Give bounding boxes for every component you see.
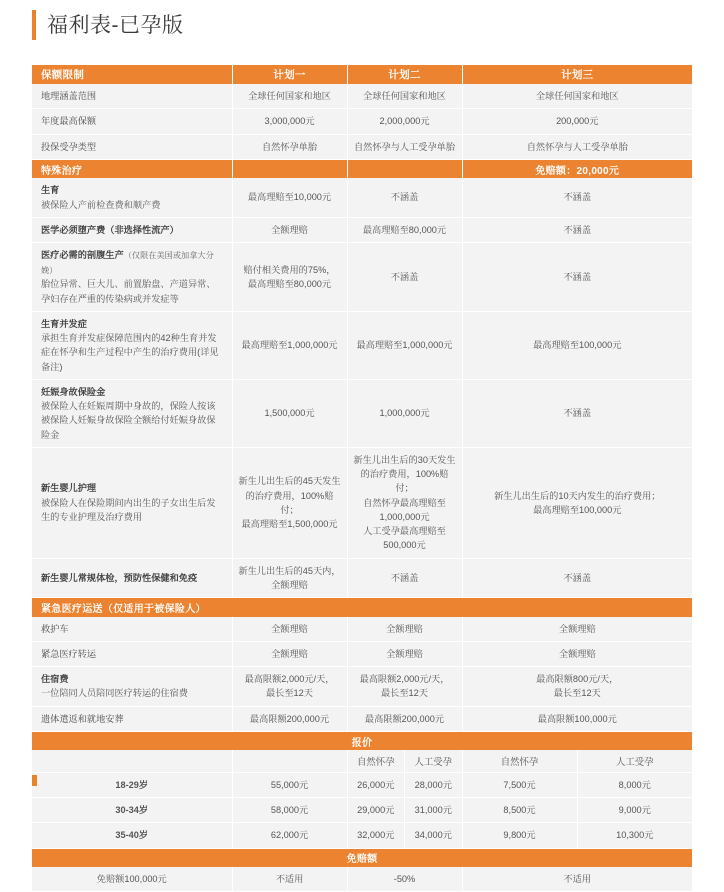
cell-plan1: 全额理赔 xyxy=(232,641,347,666)
cell-plan1: 最高限额2,000元/天， 最长至12天 xyxy=(232,667,347,707)
row-label-title: 生育 xyxy=(41,185,60,196)
cell-plan2: 全额理赔 xyxy=(347,641,462,666)
row-label xyxy=(32,667,232,707)
cell-plan3: 200,000元 xyxy=(462,109,692,134)
quote-subheader-blank2 xyxy=(232,750,347,772)
cell-plan1: 最高理赔至1,000,000元 xyxy=(232,311,347,379)
table-row xyxy=(32,641,692,666)
table-row xyxy=(32,706,692,731)
deductible-plan1: 不适用 xyxy=(232,867,347,892)
cell-plan3: 最高限额800元/天， 最长至12天 xyxy=(462,667,692,707)
table-row xyxy=(32,217,692,242)
row-label: 投保受孕类型 xyxy=(32,134,232,159)
row-label-desc: 被保险人在保险期间内出生的子女出生后发生的专业护理及治疗费用 xyxy=(41,497,216,522)
row-label xyxy=(32,379,232,447)
section-header-special xyxy=(32,159,692,178)
cell-plan2-natural-price: 29,000元 xyxy=(347,798,405,823)
limits-header-label: 保额限制 xyxy=(32,65,232,84)
row-label-note: （仅限在美国或加拿大分娩） xyxy=(41,251,214,275)
cell-plan3: 自然怀孕与人工受孕单胎 xyxy=(462,134,692,159)
cell-plan3: 最高理赔至100,000元 xyxy=(462,311,692,379)
section-header-quote xyxy=(32,731,692,750)
table-row xyxy=(32,311,692,379)
row-label-title: 新生婴儿护理 xyxy=(41,483,97,494)
row-label-title-text: 医疗必需的剖腹生产 xyxy=(41,250,124,260)
cell-plan3-ivf-price: 10,300元 xyxy=(577,823,692,848)
cell-plan2: 最高理赔至1,000,000元 xyxy=(347,311,462,379)
section-header-transport xyxy=(32,598,692,617)
table-row xyxy=(32,823,692,848)
cell-plan3: 不涵盖 xyxy=(462,243,692,312)
cell-plan2: 不涵盖 xyxy=(347,558,462,598)
row-label-title: 住宿费 xyxy=(41,674,69,685)
cell-plan3: 不涵盖 xyxy=(462,558,692,598)
cell-plan2: 最高限额2,000元/天， 最长至12天 xyxy=(347,667,462,707)
cell-plan1: 自然怀孕单胎 xyxy=(232,134,347,159)
row-label-desc: 承担生育并发症保障范围内的42种生育并发症在怀孕和生产过程中产生的治疗费用(详见备注) xyxy=(41,333,219,372)
row-label xyxy=(32,558,232,598)
page-title: 福利表-已孕版 xyxy=(47,13,184,37)
row-label xyxy=(32,447,232,558)
quote-subheader-row xyxy=(32,750,692,772)
quote-subheader-plan2-ivf: 人工受孕 xyxy=(405,750,463,772)
bottom-accent-mark xyxy=(32,775,37,786)
special-header-plan2 xyxy=(347,159,462,178)
cell-plan1: 最高限额200,000元 xyxy=(232,706,347,731)
table-row xyxy=(32,178,692,217)
table-row xyxy=(32,798,692,823)
title-accent-bar xyxy=(32,10,36,40)
table-row xyxy=(32,134,692,159)
cell-plan3-natural-price: 7,500元 xyxy=(462,772,577,797)
row-label xyxy=(32,217,232,242)
deductible-plan2: -50% xyxy=(347,867,462,892)
row-label-desc: 被保险人产前检查费和顺产费 xyxy=(41,199,161,210)
cell-plan1-price: 62,000元 xyxy=(232,823,347,848)
cell-plan2: 全球任何国家和地区 xyxy=(347,84,462,109)
cell-plan2: 不涵盖 xyxy=(347,243,462,312)
special-header-label: 特殊治疗 xyxy=(32,159,232,178)
age-band-label: 35-40岁 xyxy=(32,823,232,848)
cell-plan3-natural-price: 9,800元 xyxy=(462,823,577,848)
row-label-desc: 被保险人在妊娠周期中身故的，保险人按该被保险人妊娠身故保险全额给付妊娠身故保险金 xyxy=(41,401,216,440)
plan3-header: 计划三 xyxy=(462,65,692,84)
cell-plan2: 最高限额200,000元 xyxy=(347,706,462,731)
row-label: 救护车 xyxy=(32,617,232,642)
special-header-plan1 xyxy=(232,159,347,178)
deductible-plan3: 不适用 xyxy=(462,867,692,892)
cell-plan3: 全额理赔 xyxy=(462,617,692,642)
cell-plan1: 全球任何国家和地区 xyxy=(232,84,347,109)
table-row xyxy=(32,772,692,797)
plan2-header: 计划二 xyxy=(347,65,462,84)
table-row xyxy=(32,667,692,707)
cell-plan2: 最高理赔至80,000元 xyxy=(347,217,462,242)
cell-plan1: 赔付相关费用的75%， 最高理赔至80,000元 xyxy=(232,243,347,312)
cell-plan2-ivf-price: 31,000元 xyxy=(405,798,463,823)
page-title-block xyxy=(32,10,184,40)
cell-plan2: 1,000,000元 xyxy=(347,379,462,447)
deductible-label: 免赔额100,000元 xyxy=(32,867,232,892)
row-label-desc: 一位陪同人员陪同医疗转运的住宿费 xyxy=(41,688,188,699)
cell-plan1: 新生儿出生后的45天内，全额理赔 xyxy=(232,558,347,598)
cell-plan1: 3,000,000元 xyxy=(232,109,347,134)
quote-subheader-plan3-natural: 自然怀孕 xyxy=(462,750,577,772)
row-label: 遗体遣返和就地安葬 xyxy=(32,706,232,731)
cell-plan2-natural-price: 26,000元 xyxy=(347,772,405,797)
quote-header-label: 报价 xyxy=(32,731,692,750)
row-label-desc: 胎位异常、巨大儿、前置胎盘、产道异常、孕妇存在严重的传染病或并发症等 xyxy=(41,279,216,304)
transport-header-label: 紧急医疗运送（仅适用于被保险人） xyxy=(32,598,692,617)
cell-plan2: 全额理赔 xyxy=(347,617,462,642)
table-row xyxy=(32,379,692,447)
cell-plan3-natural-price: 8,500元 xyxy=(462,798,577,823)
row-label: 地理涵盖范围 xyxy=(32,84,232,109)
cell-plan3: 不涵盖 xyxy=(462,178,692,217)
table-row xyxy=(32,617,692,642)
cell-plan1: 新生儿出生后的45天发生的治疗费用，100%赔付； 最高理赔至1,500,000元 xyxy=(232,447,347,558)
cell-plan3-ivf-price: 9,000元 xyxy=(577,798,692,823)
section-header-limits xyxy=(32,65,692,84)
cell-plan3-ivf-price: 8,000元 xyxy=(577,772,692,797)
table-row xyxy=(32,558,692,598)
row-label xyxy=(32,178,232,217)
cell-plan2: 自然怀孕与人工受孕单胎 xyxy=(347,134,462,159)
cell-plan3: 不涵盖 xyxy=(462,379,692,447)
table-row xyxy=(32,243,692,312)
cell-plan3: 新生儿出生后的10天内发生的治疗费用； 最高理赔至100,000元 xyxy=(462,447,692,558)
benefits-table xyxy=(32,65,692,892)
cell-plan2-natural-price: 32,000元 xyxy=(347,823,405,848)
cell-plan2-ivf-price: 34,000元 xyxy=(405,823,463,848)
row-label-title: 医学必须堕产费（非选择性流产） xyxy=(41,224,179,235)
cell-plan1: 1,500,000元 xyxy=(232,379,347,447)
quote-subheader-plan3-ivf: 人工受孕 xyxy=(577,750,692,772)
cell-plan1: 全额理赔 xyxy=(232,617,347,642)
row-label: 紧急医疗转运 xyxy=(32,641,232,666)
plan1-header: 计划一 xyxy=(232,65,347,84)
row-label: 年度最高保额 xyxy=(32,109,232,134)
row-label-title: 新生婴儿常规体检，预防性保健和免疫 xyxy=(41,572,198,583)
table-row xyxy=(32,867,692,892)
row-label-title: 生育并发症 xyxy=(41,318,87,329)
cell-plan3: 最高限额100,000元 xyxy=(462,706,692,731)
age-band-label: 30-34岁 xyxy=(32,798,232,823)
cell-plan2: 不涵盖 xyxy=(347,178,462,217)
quote-subheader-blank1 xyxy=(32,750,232,772)
cell-plan3: 不涵盖 xyxy=(462,217,692,242)
cell-plan1-price: 55,000元 xyxy=(232,772,347,797)
row-label-title: 妊娠身故保险金 xyxy=(41,386,106,397)
cell-plan1: 全额理赔 xyxy=(232,217,347,242)
cell-plan3: 全球任何国家和地区 xyxy=(462,84,692,109)
deductible-header-label: 免赔额 xyxy=(32,848,692,867)
cell-plan1-price: 58,000元 xyxy=(232,798,347,823)
row-label-title xyxy=(41,248,225,277)
section-header-deductible xyxy=(32,848,692,867)
table-row xyxy=(32,84,692,109)
cell-plan2: 2,000,000元 xyxy=(347,109,462,134)
special-header-deductible-note: 免赔额：20,000元 xyxy=(462,159,692,178)
quote-subheader-plan2-natural: 自然怀孕 xyxy=(347,750,405,772)
table-row xyxy=(32,447,692,558)
cell-plan3: 全额理赔 xyxy=(462,641,692,666)
table-row xyxy=(32,109,692,134)
row-label xyxy=(32,243,232,312)
row-label xyxy=(32,311,232,379)
cell-plan2-ivf-price: 28,000元 xyxy=(405,772,463,797)
cell-plan2: 新生儿出生后的30天发生的治疗费用，100%赔付； 自然怀孕最高理赔至1,000,000元 人工受孕最高理赔至500,000元 xyxy=(347,447,462,558)
cell-plan1: 最高理赔至10,000元 xyxy=(232,178,347,217)
age-band-label: 18-29岁 xyxy=(32,772,232,797)
